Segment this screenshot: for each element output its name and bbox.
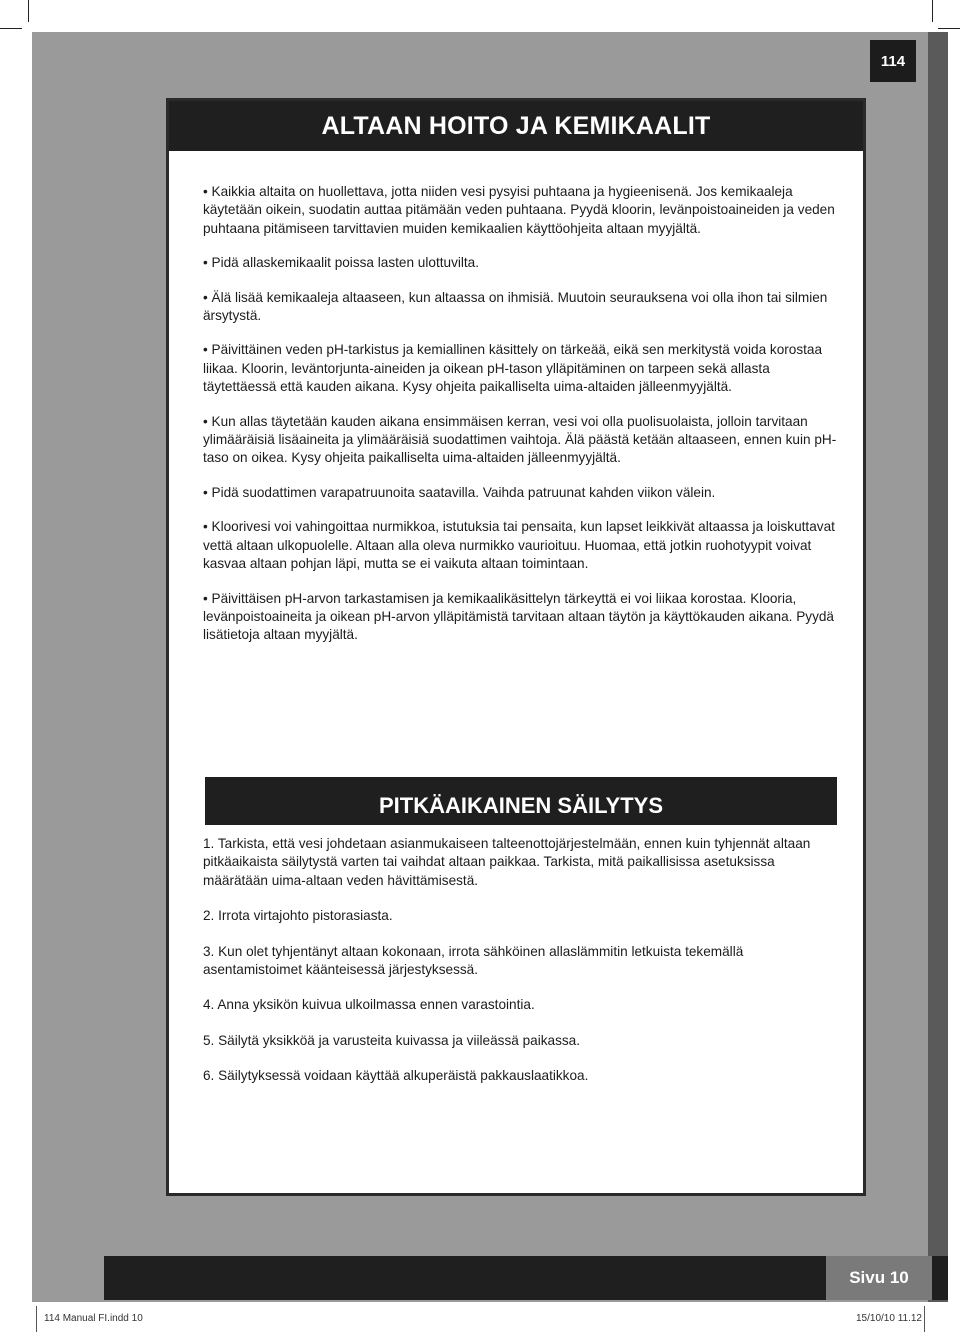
instruction-paragraph: • Päivittäinen veden pH-tarkistus ja kemiallinen käsittely on tärkeää, eikä sen merkitystä voida korostaa liikaa. Kloorin, leväntorjunta-aineiden ja oikean pH-tason ylläpitäminen on tarpeen sekä allasta täytettäessä että kauden aikana. Kysy ohjeita paikalliselta uima-altaiden jälleenmyyjältä. — [203, 342, 823, 395]
page-edge-strip — [928, 32, 948, 1302]
crop-mark — [932, 0, 933, 22]
instruction-paragraph: • Kun allas täytetään kauden aikana ensimmäisen kerran, vesi voi olla puolisuolaista, jolloin tarvitaan ylimääräisiä lisäaineita ja ylimääräisiä suodattimen vaihtoja. Älä päästä ketään altaaseen, ennen kuin pH-taso on oikea. Kysy ohjeita paikalliselta uima-altaiden jälleenmyyjältä. — [203, 413, 837, 466]
slug-timestamp: 15/10/10 11.12 — [856, 1313, 922, 1324]
storage-step: 5. Säilytä yksikköä ja varusteita kuivassa ja viileässä paikassa. — [203, 1032, 581, 1048]
slug-filename: 114 Manual FI.indd 10 — [44, 1313, 143, 1324]
storage-step: 2. Irrota virtajohto pistorasiasta. — [203, 908, 393, 924]
page-number-badge: 114 — [870, 40, 916, 82]
care-instructions — [203, 183, 843, 661]
section-title-bar — [205, 777, 837, 825]
content-panel — [166, 98, 866, 1196]
instruction-paragraph: • Kaikkia altaita on huollettava, jotta niiden vesi pysyisi puhtaana ja hygieenisenä. Jos kemikaaleja käytetään oikein, suodatin auttaa pitämään veden puhtaana. Pyydä kloorin, levänpoistoaineiden ja veden puhtaana pitämiseen tarvittavien muiden kemikaalien käyttöohjeita altaan myyjältä. — [203, 184, 835, 236]
instruction-paragraph: • Päivittäisen pH-arvon tarkastamisen ja kemikaalikäsittelyn tärkeyttä ei voi liikaa korostaa. Klooria, levänpoistoaineita ja oikean pH-arvon ylläpitämistä tarvitaan altaan täytön ja käyttökauden aikana. Pyydä lisätietoja altaan myyjältä. — [203, 590, 834, 643]
instruction-paragraph: • Älä lisää kemikaaleja altaaseen, kun altaassa on ihmisiä. Muutoin seurauksena voi olla ihon tai silmien ärsytystä. — [203, 289, 828, 324]
storage-steps — [203, 835, 843, 1103]
footer-page-label: Sivu 10 — [826, 1256, 932, 1300]
section-title: PITKÄAIKAINEN SÄILYTYS — [378, 793, 663, 818]
crop-mark — [938, 28, 960, 29]
storage-step: 6. Säilytyksessä voidaan käyttää alkuperäistä pakkauslaatikkoa. — [203, 1068, 589, 1084]
slug-divider — [36, 1306, 37, 1332]
storage-step: 3. Kun olet tyhjentänyt altaan kokonaan, irrota sähköinen allaslämmitin letkuista tekemällä asentamistoimet käänteisessä järjestyksessä. — [203, 943, 744, 978]
footer-bar — [104, 1256, 948, 1300]
storage-step: 4. Anna yksikön kuivua ulkoilmassa ennen varastointia. — [203, 997, 535, 1013]
page-title: ALTAAN HOITO JA KEMIKAALIT — [321, 111, 711, 140]
instruction-paragraph: • Pidä suodattimen varapatruunoita saatavilla. Vaihda patruunat kahden viikon välein. — [203, 484, 716, 500]
storage-step: 1. Tarkista, että vesi johdetaan asianmukaiseen talteenottojärjestelmään, ennen kuin tyhjennät altaan pitkäaikaista säilytystä varten tai vaihdat altaan paikkaa. Tarkista, mitä paikallisissa asetuksissa määrätään uima-altaan veden hävittämisestä. — [203, 836, 811, 888]
instruction-paragraph: • Kloorivesi voi vahingoittaa nurmikkoa, istutuksia tai pensaita, kun lapset leikkivät altaassa ja loiskuttavat vettä altaan ulkopuolelle. Altaan alla oleva nurmikko vaurioituu. Huomaa, että jotkin ruohotyypit voivat kasvaa altaan pohjan läpi, mutta se ei vaikuta altaan toimintaan. — [203, 519, 835, 572]
slug-divider — [924, 1306, 925, 1332]
instruction-paragraph: • Pidä allaskemikaalit poissa lasten ulottuvilta. — [203, 255, 480, 271]
crop-mark — [28, 0, 29, 22]
crop-mark — [0, 28, 22, 29]
title-bar — [169, 101, 863, 151]
